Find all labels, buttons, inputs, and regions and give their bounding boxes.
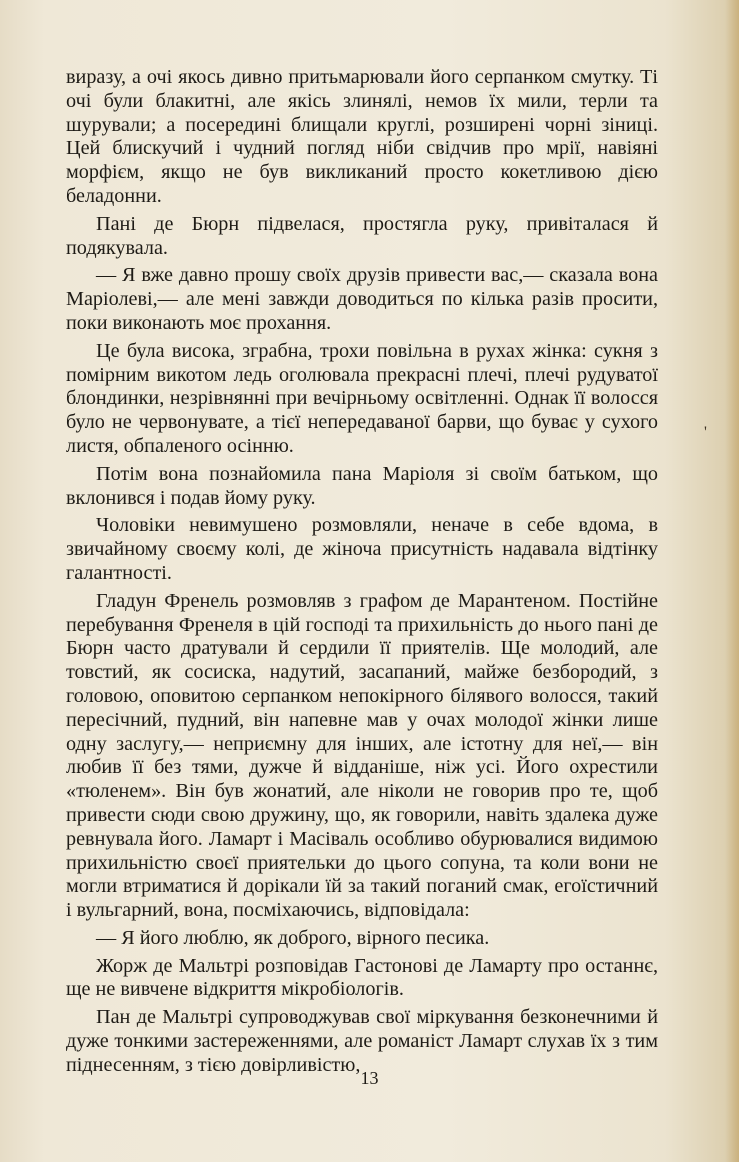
- page-edge-shading: [725, 0, 739, 1162]
- paragraph-3: — Я вже давно прошу своїх друзів привести вас,— сказала вона Маріолеві,— але мені завжди доводиться по кілька разів просити, поки виконають моє прохання.: [66, 264, 658, 334]
- paragraph-7: Гладун Френель розмовляв з графом де Марантеном. Постійне перебування Френеля в цій господі та прихильність до нього пані де Бюрн часто дратували й сердили її приятелів. Ще молодий, але товстий, як сосиска, надутий, засапаний, майже безбородий, з головою, оповитою серпанком непокірного білявого волосся, такий пересічний, пудний, він напевне мав у очах молодої жінки лише одну заслугу,— неприємну для інших, але істотну для неї,— він любив її без тями, дужче й відданіше, ніж усі. Його охрестили «тюленем». Він був жонатий, але ніколи не говорив про те, щоб привести сюди свою дружину, що, як говорили, навіть здалека дуже ревнувала його. Ламарт і Масіваль особливо обурювалися видимою прихильністю своєї приятельки до цього сопуна, та коли вони не могли втриматися й дорікали їй за такий поганий смак, егоїстичний і вульгарний, вона, посміхаючись, відповідала:: [66, 589, 658, 922]
- paragraph-10: Пан де Мальтрі супроводжував свої міркування безконечними й дуже тонкими застереженнями, але романіст Ламарт слухав їх з тим піднесенням, з тією довірливістю,: [66, 1006, 658, 1076]
- margin-mark: ': [704, 424, 707, 441]
- page-number: 13: [360, 1068, 379, 1088]
- paragraph-9: Жорж де Мальтрі розповідав Гастонові де Ламарту про останнє, ще не вивчене відкриття мікробіологів.: [66, 954, 658, 1001]
- body-text: [66, 66, 658, 1082]
- paragraph-1: виразу, а очі якось дивно притьмарювали його серпанком смутку. Ті очі були блакитні, але якісь злинялі, немов їх мили, терли та шурували; а посередині блищали круглі, розширені чорні зіниці. Цей блискучий і чудний погляд ніби свідчив про мрії, навіяні морфієм, якщо не був викликаний просто кокетливою дією беладонни.: [66, 66, 658, 207]
- paragraph-5: Потім вона познайомила пана Маріоля зі своїм батьком, що вклонився і подав йому руку.: [66, 462, 658, 509]
- paragraph-2: Пані де Бюрн підвелася, простягла руку, привіталася й подякувала.: [66, 212, 658, 259]
- paragraph-4: Це була висока, зграбна, трохи повільна в рухах жінка: сукня з помірним викотом ледь оголювала прекрасні плечі, плечі рудуватої блондинки, незрівнянні при вечірньому освітленні. Однак її волосся було не червонувате, а тієї непередаваної барви, що буває у сухого листя, обпаленого осінню.: [66, 339, 658, 457]
- paragraph-6: Чоловіки невимушено розмовляли, неначе в себе вдома, в звичайному своєму колі, де жіноча присутність надавала відтінку галантності.: [66, 514, 658, 584]
- paragraph-8: — Я його люблю, як доброго, вірного песика.: [96, 926, 490, 949]
